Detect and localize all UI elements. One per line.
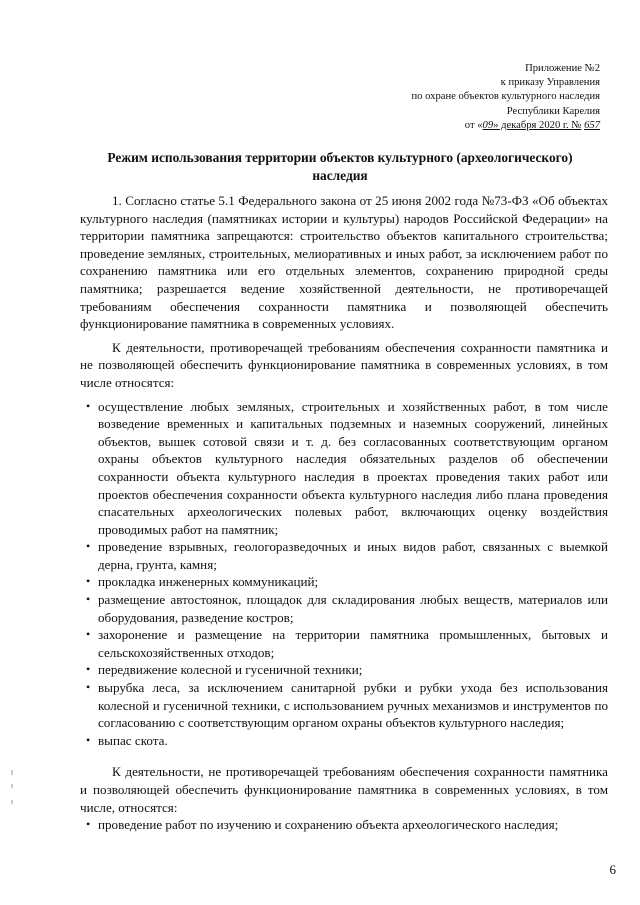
list-item: • прокладка инженерных коммуникаций; — [86, 574, 319, 590]
bullet-icon: • — [86, 732, 91, 747]
list-item: • осуществление любых земляных, строительных и хозяйственных работ, в том числе возведение временных и капитальных подземных и наземных сооружений, линейных объектов, вышек сотовой связи и т. д. без согласованных соответствующим органом охраны объектов культурного наследия обязательных разделов об обеспечении сохранности объекта культурного наследия в проектах проведения таких работ или проектов обеспечения сохранности объекта культурного наследия либо плана проведения спасательных археологических полевых работ, включающих оценку воздействия проводимых работ на памятник; — [86, 398, 608, 537]
bullet-icon: • — [86, 398, 91, 413]
document-title: Режим использования территории объектов культурного (археологического) наследия — [107, 150, 573, 183]
date-month-year: » декабря 2020 г. № — [493, 119, 582, 131]
bullet-icon: • — [86, 574, 91, 589]
handwritten-order-number: 657 — [584, 119, 600, 131]
paragraph-prohibitions: 1. Согласно статье 5.1 Федерального закона от 25 июня 2002 года №73-ФЗ «Об объектах культурного наследия (памятниках истории и культуры) народов Российской Федерации» на территории памятника запрещаются: строительство объектов капитального строительства; проведение земляных, строительных, мелиоративных и иных работ, за исключением работ по сохранению памятника или его отдельных элементов, сохранению природной среды памятника; разрешается ведение хозяйственной деятельности, не противоречащей требованиям обеспечения сохранности памятника и позволяющей обеспечить функционирование памятника в современных условиях. — [80, 193, 608, 332]
order-reference: к приказу Управления — [500, 77, 600, 89]
list-item: • передвижение колесной и гусеничной техники; — [86, 662, 363, 678]
bullet-icon: • — [86, 592, 91, 607]
document-body — [80, 192, 608, 834]
bullet-icon: • — [86, 627, 91, 642]
appendix-number: Приложение №2 — [525, 63, 600, 74]
contradicting-activities-list — [80, 398, 608, 750]
list-item: • размещение автостоянок, площадок для складирования любых веществ, материалов или оборудования, разведение костров; — [86, 592, 608, 625]
list-item: • вырубка леса, за исключением санитарной рубки и рубки ухода без использования колесной и гусеничной техники, с использованием ручных механизмов и инструментов по согласованию с соответствующим органом охраны объектов культурного наследия; — [86, 680, 608, 731]
paragraph-contradicting-activities: К деятельности, противоречащей требованиям обеспечения сохранности памятника и не позволяющей обеспечить функционирование памятника в современных условиях, в том числе относятся: — [80, 339, 608, 390]
permitted-activities-list — [80, 816, 608, 834]
issuing-region: Республики Карелия — [506, 105, 600, 117]
page-number: 6 — [609, 862, 616, 877]
handwritten-day: 09 — [482, 119, 494, 131]
bullet-icon: • — [86, 680, 91, 695]
list-item: • выпас скота. — [86, 732, 168, 748]
list-item: • проведение взрывных, геологоразведочных и иных видов работ, связанных с выемкой дерна, грунта, камня; — [86, 539, 608, 572]
bullet-icon: • — [86, 662, 91, 677]
appendix-header — [412, 62, 600, 133]
list-item: • захоронение и размещение на территории памятника промышленных, бытовых и сельскохозяйственных отходов; — [86, 627, 608, 660]
order-date-line — [412, 119, 600, 133]
paragraph-permitted-activities: К деятельности, не противоречащей требованиям обеспечения сохранности памятника и позволяющей обеспечить функционирование памятника в современных условиях, в том числе, относятся: — [80, 764, 608, 815]
bullet-icon: • — [86, 817, 91, 832]
date-prefix: от « — [464, 119, 483, 131]
bullet-icon: • — [86, 539, 91, 554]
issuing-body: по охране объектов культурного наследия — [411, 91, 600, 103]
scan-margin-marks — [11, 770, 13, 810]
list-item: • проведение работ по изучению и сохранению объекта археологического наследия; — [86, 817, 559, 833]
